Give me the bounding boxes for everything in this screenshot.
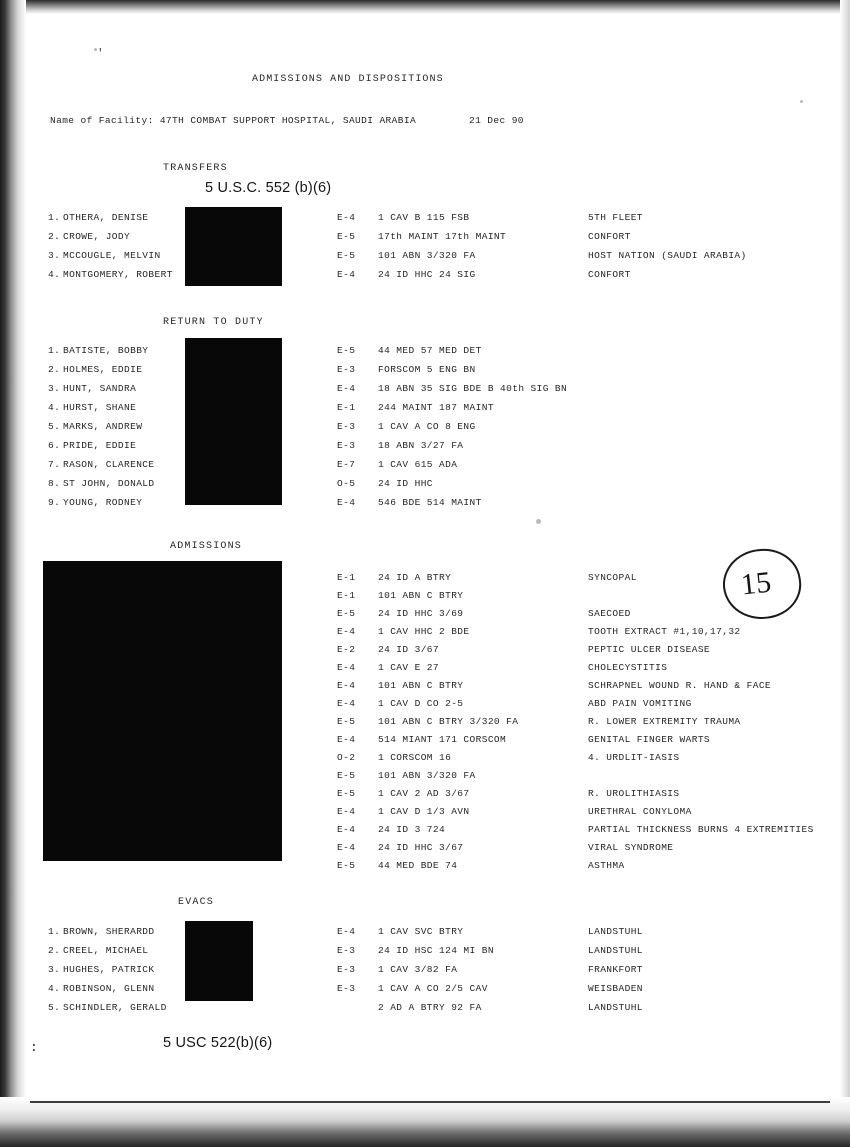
row-unit: 17th MAINT 17th MAINT — [378, 231, 507, 242]
row-name: YOUNG, RODNEY — [63, 497, 143, 508]
row-grade: E-1 — [337, 590, 356, 601]
row-grade: E-1 — [337, 402, 356, 413]
row-disposition: HOST NATION (SAUDI ARABIA) — [588, 250, 747, 261]
row-disposition: R. UROLITHIASIS — [588, 788, 680, 799]
row-name: CROWE, JODY — [63, 231, 131, 242]
row-grade: E-3 — [337, 421, 356, 432]
row-unit: 24 ID HHC — [378, 478, 433, 489]
row-grade: O-2 — [337, 752, 356, 763]
row-unit: 101 ABN 3/320 FA — [378, 250, 476, 261]
row-unit: 24 ID 3/67 — [378, 644, 440, 655]
row-num: 1. — [48, 212, 61, 223]
row-grade: E-5 — [337, 231, 356, 242]
row-num: 5. — [48, 421, 61, 432]
row-disposition: 4. URDLIT-IASIS — [588, 752, 680, 763]
section-heading-return-to-duty: RETURN TO DUTY — [163, 317, 264, 328]
row-unit: 101 ABN C BTRY — [378, 680, 464, 691]
row-unit: 1 CAV B 115 FSB — [378, 212, 470, 223]
row-grade: E-4 — [337, 662, 356, 673]
row-disposition: URETHRAL CONYLOMA — [588, 806, 692, 817]
row-unit: 2 AD A BTRY 92 FA — [378, 1002, 482, 1013]
row-grade: E-5 — [337, 860, 356, 871]
row-disposition: CONFORT — [588, 231, 631, 242]
row-grade: E-5 — [337, 788, 356, 799]
row-grade: E-4 — [337, 497, 356, 508]
row-grade: E-5 — [337, 716, 356, 727]
row-grade: E-4 — [337, 842, 356, 853]
report-date: 21 Dec 90 — [469, 115, 524, 126]
row-unit: 24 ID 3 724 — [378, 824, 446, 835]
facility-line: Name of Facility: 47TH COMBAT SUPPORT HOSPITAL, SAUDI ARABIA — [50, 115, 417, 126]
row-name: HUGHES, PATRICK — [63, 964, 155, 975]
row-disposition: LANDSTUHL — [588, 926, 643, 937]
row-grade: E-5 — [337, 250, 356, 261]
row-name: BATISTE, BOBBY — [63, 345, 149, 356]
row-num: 3. — [48, 383, 61, 394]
row-grade: E-1 — [337, 572, 356, 583]
row-name: MCCOUGLE, MELVIN — [63, 250, 161, 261]
row-unit: 24 ID A BTRY — [378, 572, 452, 583]
row-disposition: CONFORT — [588, 269, 631, 280]
row-name: HURST, SHANE — [63, 402, 137, 413]
row-unit: 24 ID HHC 3/69 — [378, 608, 464, 619]
row-unit: 1 CAV E 27 — [378, 662, 440, 673]
row-name: MONTGOMERY, ROBERT — [63, 269, 173, 280]
row-grade: E-4 — [337, 926, 356, 937]
row-unit: 44 MED BDE 74 — [378, 860, 458, 871]
row-unit: 24 ID HSC 124 MI BN — [378, 945, 494, 956]
row-unit: 1 CORSCOM 16 — [378, 752, 452, 763]
row-grade: E-5 — [337, 770, 356, 781]
row-grade: E-4 — [337, 626, 356, 637]
row-disposition: FRANKFORT — [588, 964, 643, 975]
row-grade: E-3 — [337, 440, 356, 451]
section-heading-evacs: EVACS — [178, 897, 215, 908]
row-num: 3. — [48, 964, 61, 975]
row-name: ROBINSON, GLENN — [63, 983, 155, 994]
row-num: 1. — [48, 926, 61, 937]
row-num: 7. — [48, 459, 61, 470]
row-num: 8. — [48, 478, 61, 489]
row-name: MARKS, ANDREW — [63, 421, 143, 432]
row-unit: FORSCOM 5 ENG BN — [378, 364, 476, 375]
row-unit: 18 ABN 35 SIG BDE B 40th SIG BN — [378, 383, 568, 394]
row-unit: 1 CAV D CO 2-5 — [378, 698, 464, 709]
row-grade: E-3 — [337, 945, 356, 956]
row-grade: E-4 — [337, 269, 356, 280]
row-disposition: ASTHMA — [588, 860, 625, 871]
row-disposition: PARTIAL THICKNESS BURNS 4 EXTREMITIES — [588, 824, 814, 835]
row-name: HUNT, SANDRA — [63, 383, 137, 394]
row-num: 2. — [48, 364, 61, 375]
row-unit: 1 CAV A CO 8 ENG — [378, 421, 476, 432]
row-grade: E-4 — [337, 806, 356, 817]
row-disposition: SCHRAPNEL WOUND R. HAND & FACE — [588, 680, 772, 691]
transfers-names-redaction — [185, 207, 282, 286]
row-grade: E-4 — [337, 734, 356, 745]
row-disposition: VIRAL SYNDROME — [588, 842, 674, 853]
row-num: 4. — [48, 983, 61, 994]
page-title: ADMISSIONS AND DISPOSITIONS — [252, 74, 444, 85]
row-unit: 1 CAV 2 AD 3/67 — [378, 788, 470, 799]
row-unit: 1 CAV D 1/3 AVN — [378, 806, 470, 817]
row-grade: E-4 — [337, 383, 356, 394]
row-unit: 1 CAV 615 ADA — [378, 459, 458, 470]
row-name: HOLMES, EDDIE — [63, 364, 143, 375]
row-disposition: ABD PAIN VOMITING — [588, 698, 692, 709]
row-disposition: PEPTIC ULCER DISEASE — [588, 644, 711, 655]
row-grade: E-3 — [337, 364, 356, 375]
row-num: 9. — [48, 497, 61, 508]
row-name: CREEL, MICHAEL — [63, 945, 149, 956]
row-grade: E-3 — [337, 983, 356, 994]
return-to-duty-names-redaction — [185, 338, 282, 505]
row-disposition: 5TH FLEET — [588, 212, 643, 223]
row-unit: 1 CAV 3/82 FA — [378, 964, 458, 975]
row-grade: E-4 — [337, 824, 356, 835]
row-num: 3. — [48, 250, 61, 261]
row-unit: 101 ABN C BTRY 3/320 FA — [378, 716, 519, 727]
row-name: SCHINDLER, GERALD — [63, 1002, 167, 1013]
row-disposition: TOOTH EXTRACT #1,10,17,32 — [588, 626, 741, 637]
row-grade: E-5 — [337, 608, 356, 619]
row-unit: 546 BDE 514 MAINT — [378, 497, 482, 508]
row-name: BROWN, SHERARDD — [63, 926, 155, 937]
exemption-citation-top: 5 U.S.C. 552 (b)(6) — [205, 180, 332, 196]
row-unit: 101 ABN C BTRY — [378, 590, 464, 601]
row-name: RASON, CLARENCE — [63, 459, 155, 470]
admissions-names-redaction — [43, 561, 282, 861]
row-unit: 18 ABN 3/27 FA — [378, 440, 464, 451]
row-disposition: LANDSTUHL — [588, 1002, 643, 1013]
page-number-mark: 15 — [739, 565, 773, 602]
row-num: 5. — [48, 1002, 61, 1013]
row-num: 2. — [48, 231, 61, 242]
row-grade: E-4 — [337, 680, 356, 691]
row-num: 1. — [48, 345, 61, 356]
row-unit: 24 ID HHC 3/67 — [378, 842, 464, 853]
row-unit: 44 MED 57 MED DET — [378, 345, 482, 356]
row-name: OTHERA, DENISE — [63, 212, 149, 223]
evacs-names-redaction — [185, 921, 253, 1001]
row-disposition: WEISBADEN — [588, 983, 643, 994]
row-unit: 101 ABN 3/320 FA — [378, 770, 476, 781]
margin-tick: ' — [97, 48, 104, 60]
row-grade: E-4 — [337, 698, 356, 709]
row-grade: E-3 — [337, 964, 356, 975]
row-grade: E-5 — [337, 345, 356, 356]
row-num: 4. — [48, 269, 61, 280]
row-num: 6. — [48, 440, 61, 451]
section-heading-transfers: TRANSFERS — [163, 163, 228, 174]
row-unit: 1 CAV SVC BTRY — [378, 926, 464, 937]
row-grade: O-5 — [337, 478, 356, 489]
row-grade: E-7 — [337, 459, 356, 470]
row-unit: 514 MIANT 171 CORSCOM — [378, 734, 507, 745]
margin-mark: : — [30, 1040, 38, 1055]
row-disposition: SAECOED — [588, 608, 631, 619]
exemption-citation-bottom: 5 USC 522(b)(6) — [163, 1035, 273, 1051]
row-num: 2. — [48, 945, 61, 956]
row-disposition: CHOLECYSTITIS — [588, 662, 668, 673]
row-num: 4. — [48, 402, 61, 413]
row-unit: 244 MAINT 187 MAINT — [378, 402, 494, 413]
row-disposition: GENITAL FINGER WARTS — [588, 734, 711, 745]
row-disposition: LANDSTUHL — [588, 945, 643, 956]
row-grade: E-2 — [337, 644, 356, 655]
row-disposition: R. LOWER EXTREMITY TRAUMA — [588, 716, 741, 727]
row-name: ST JOHN, DONALD — [63, 478, 155, 489]
row-unit: 24 ID HHC 24 SIG — [378, 269, 476, 280]
section-heading-admissions: ADMISSIONS — [170, 541, 243, 552]
row-disposition: SYNCOPAL — [588, 572, 637, 583]
row-unit: 1 CAV A CO 2/5 CAV — [378, 983, 488, 994]
row-grade: E-4 — [337, 212, 356, 223]
row-unit: 1 CAV HHC 2 BDE — [378, 626, 470, 637]
row-name: PRIDE, EDDIE — [63, 440, 137, 451]
